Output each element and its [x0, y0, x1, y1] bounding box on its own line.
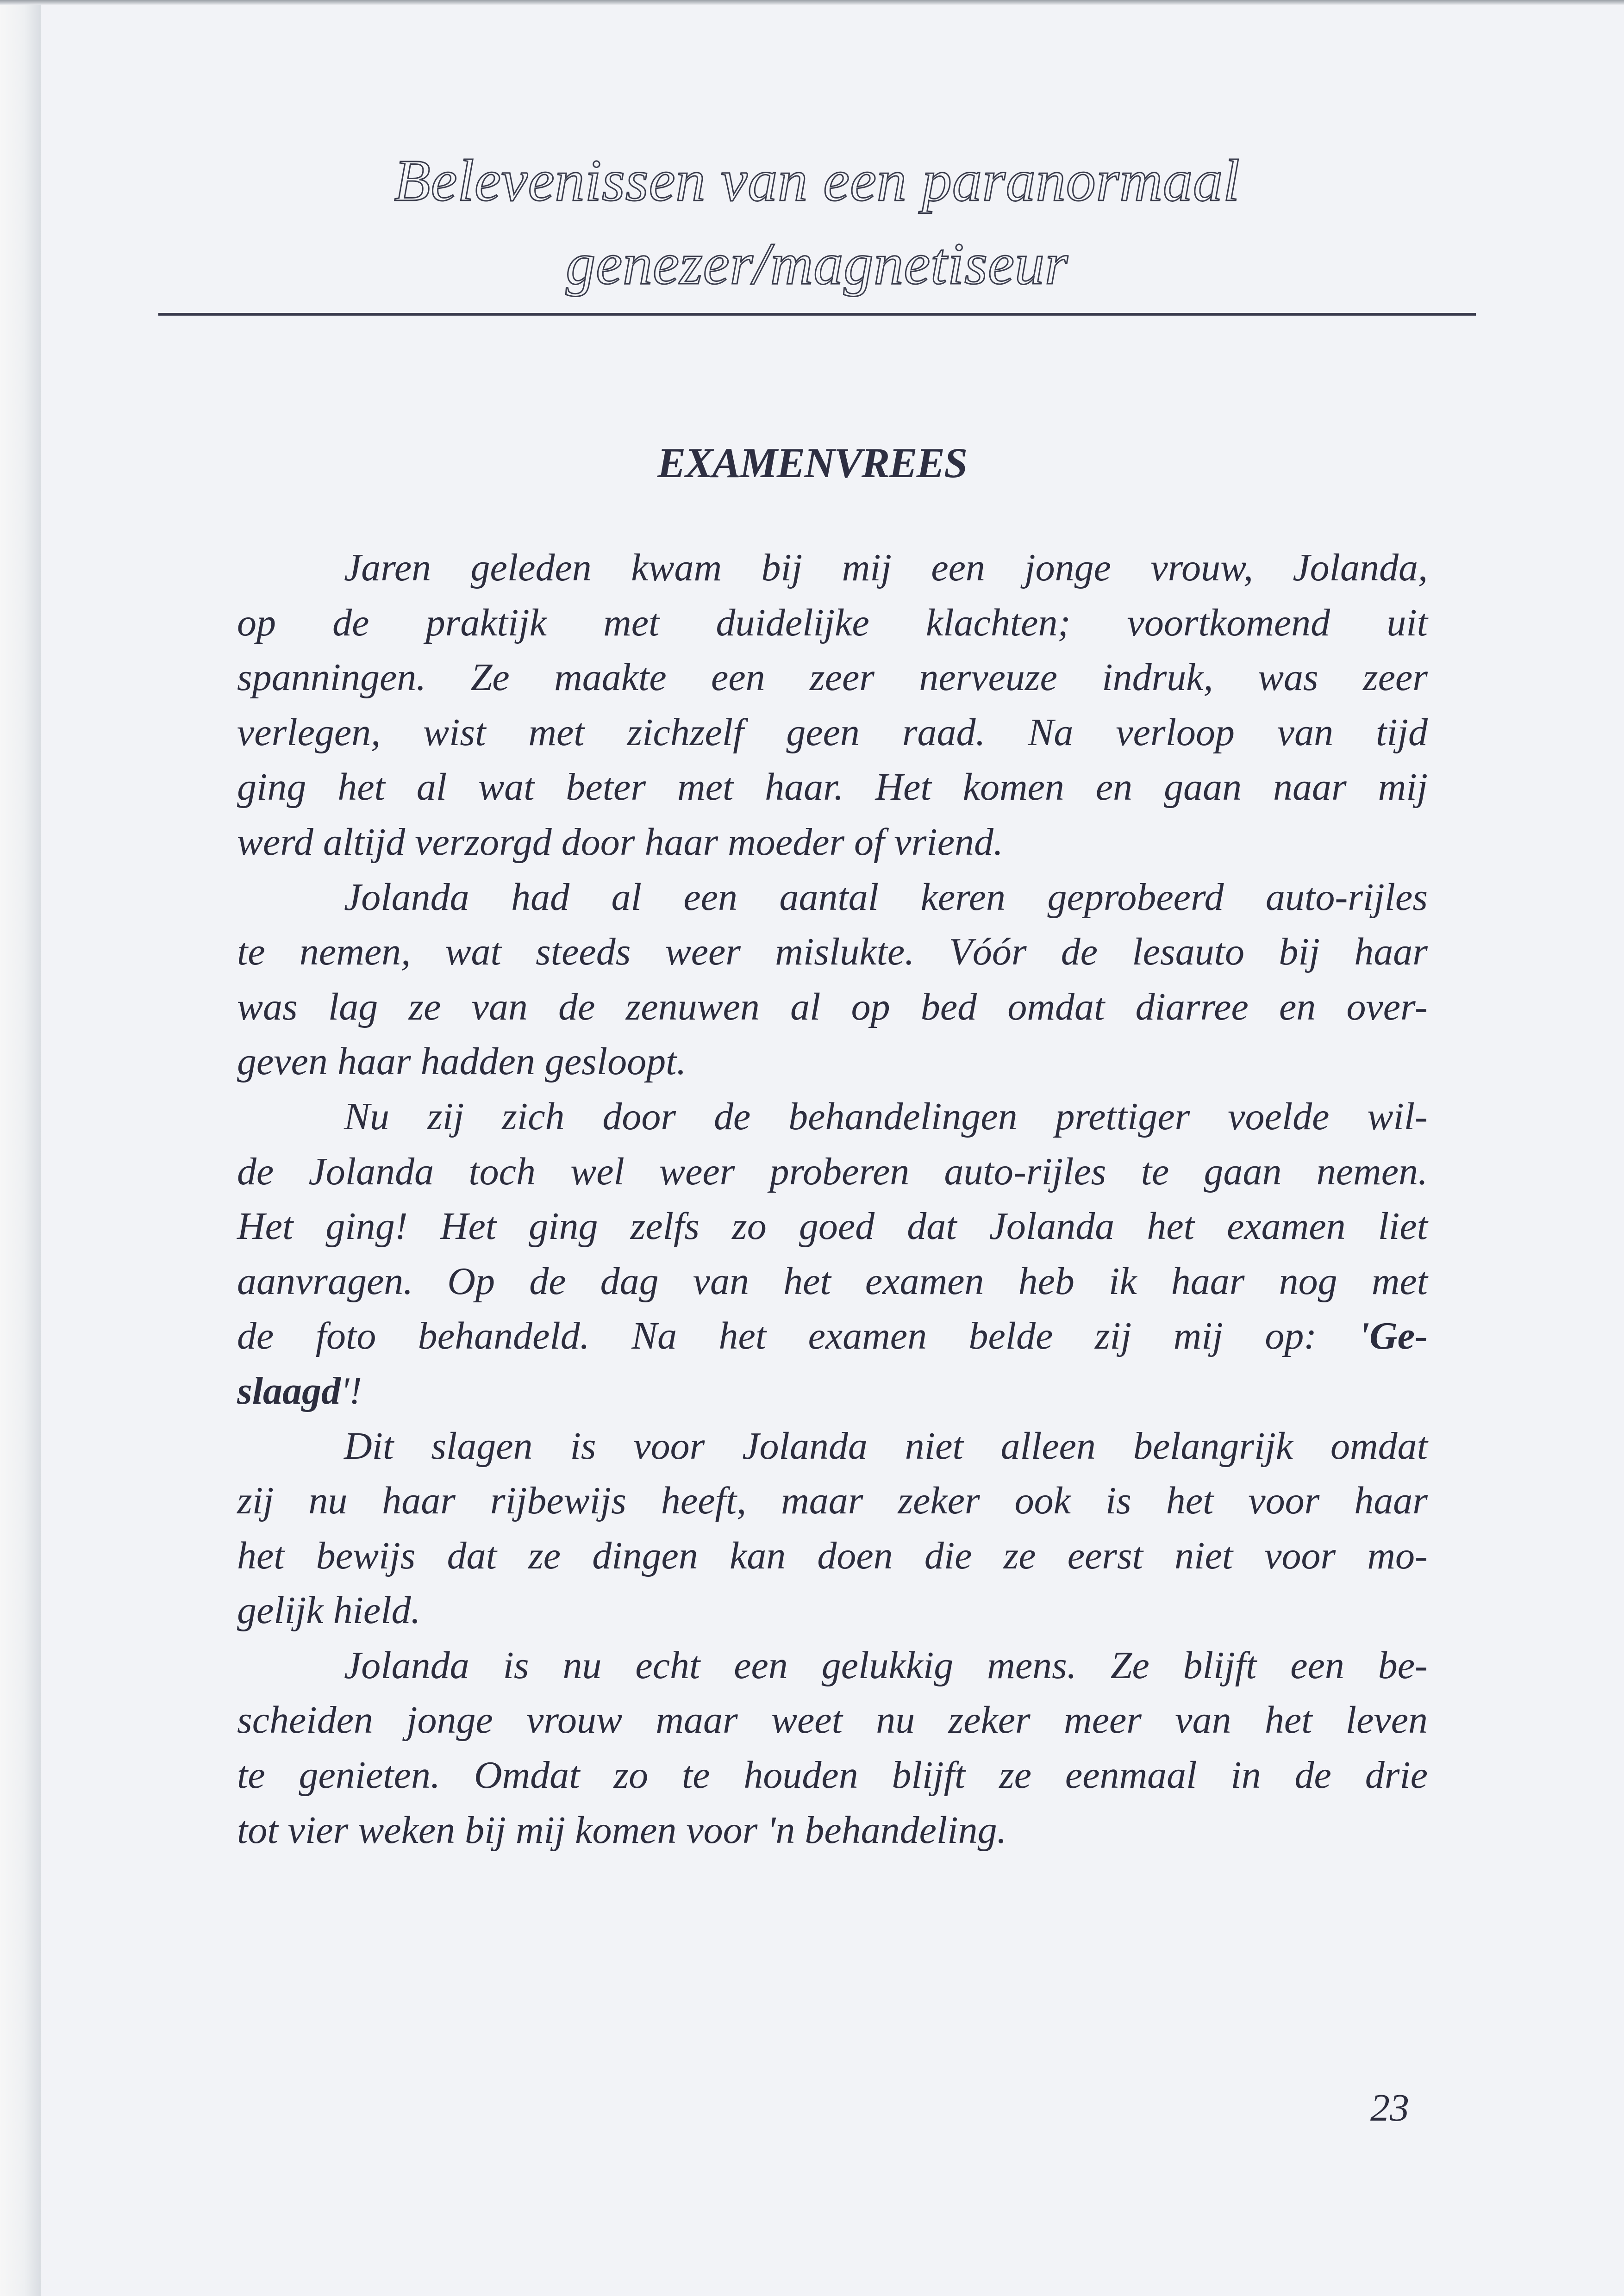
text-line: de Jolanda toch wel weer proberen auto-rijles te gaan nemen. [237, 1150, 1428, 1193]
text-line: tot vier weken bij mij komen voor 'n behandeling. [237, 1808, 1007, 1852]
text-line: verlegen, wist met zichzelf geen raad. Na verloop van tijd [237, 710, 1428, 754]
text-line: Jolanda is nu echt een gelukkig mens. Ze blijft een be- [344, 1643, 1428, 1687]
text-line: Nu zij zich door de behandelingen prettiger voelde wil- [344, 1095, 1428, 1138]
text-line [237, 1309, 1428, 1364]
text-line: Jaren geleden kwam bij mij een jonge vrouw, Jolanda, [344, 546, 1428, 589]
text-line: aanvragen. Op de dag van het examen heb ik haar nog met [237, 1259, 1428, 1303]
bold-fragment: slaagd [237, 1369, 341, 1412]
binding-gutter [0, 0, 41, 2296]
running-head-line-1: Belevenissen van een paranormaal [394, 148, 1240, 213]
page-number: 23 [1370, 2086, 1409, 2129]
text-line: zij nu haar rijbewijs heeft, maar zeker ook is het voor haar [237, 1479, 1428, 1523]
text-line: gelijk hield. [237, 1589, 421, 1632]
text-line: Dit slagen is voor Jolanda niet alleen belangrijk omdat [344, 1424, 1428, 1468]
text-line: was lag ze van de zenuwen al op bed omdat diarree en over- [237, 985, 1428, 1028]
text-line: Het ging! Het ging zelfs zo goed dat Jolanda het examen liet [237, 1205, 1428, 1248]
page-top-edge [0, 0, 1624, 5]
text-line: scheiden jonge vrouw maar weet nu zeker meer van het leven [237, 1699, 1428, 1742]
text-fragment: '! [341, 1369, 362, 1412]
text-line: ging het al wat beter met haar. Het komen en gaan naar mij [237, 765, 1428, 809]
text-fragment: de foto behandeld. Na het examen belde zij mij op: [237, 1314, 1317, 1358]
text-line: Jolanda had al een aantal keren geprobeerd auto-rijles [344, 875, 1428, 919]
header-rule [158, 313, 1476, 316]
body-text [237, 541, 1428, 1858]
running-head [158, 139, 1476, 305]
chapter-title: EXAMENVREES [657, 439, 967, 486]
text-line: op de praktijk met duidelijke klachten; voortkomend uit [237, 601, 1428, 644]
text-line: het bewijs dat ze dingen kan doen die ze eerst niet voor mo- [237, 1534, 1428, 1577]
text-line: spanningen. Ze maakte een zeer nerveuze indruk, was zeer [237, 656, 1428, 699]
text-line: geven haar hadden gesloopt. [237, 1040, 687, 1083]
running-head-line-2: genezer/magnetiseur [566, 231, 1068, 297]
text-line: werd altijd verzorgd door haar moeder of vriend. [237, 820, 1003, 864]
bold-fragment: 'Ge- [1358, 1314, 1428, 1358]
text-line: te nemen, wat steeds weer mislukte. Vóór de lesauto bij haar [237, 930, 1428, 974]
text-line [237, 1364, 1428, 1419]
text-line: te genieten. Omdat zo te houden blijft ze eenmaal in de drie [237, 1754, 1428, 1797]
